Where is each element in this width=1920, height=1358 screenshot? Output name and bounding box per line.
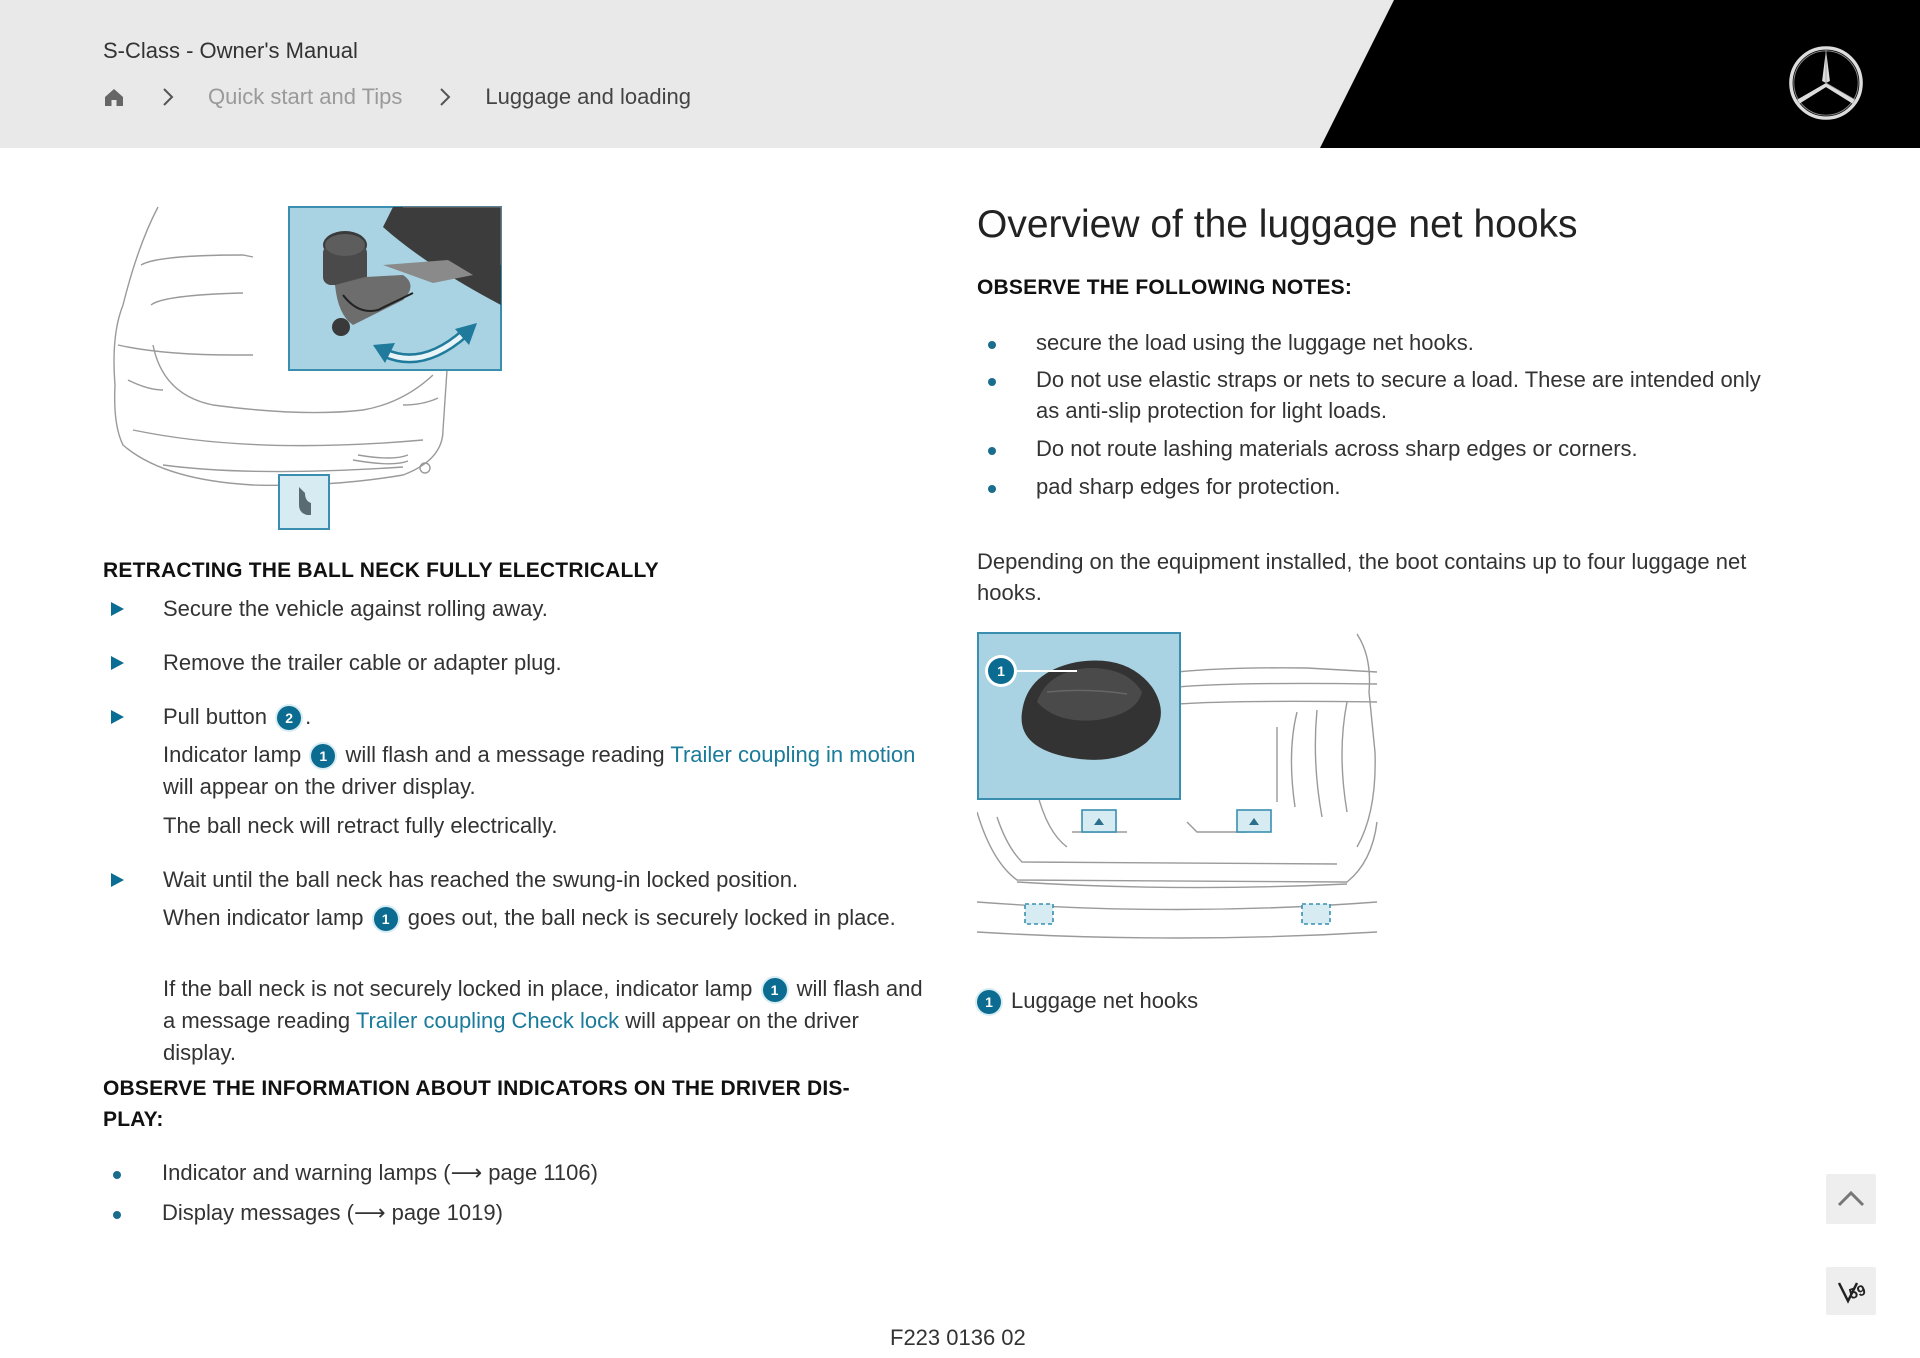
step-arrow-icon [111,873,124,887]
page-number: 59 [1846,1281,1869,1304]
mercedes-star-logo [1787,44,1865,122]
figure-legend [977,985,1198,1017]
illustration-callout-number: 1 [997,663,1005,679]
locked-paragraph: When indicator lamp 1 goes out, the ball neck is securely locked in place. [163,905,896,930]
legend-text: Luggage net hooks [1011,988,1199,1013]
breadcrumb [103,82,691,112]
step-arrow-icon [111,656,124,670]
towbar-illustration [103,205,503,535]
observe-indicators-heading: OBSERVE THE INFORMATION ABOUT INDICATORS ON THE DRIVER DIS-PLAY: [103,1077,850,1131]
step-arrow-icon [111,710,124,724]
home-icon[interactable] [103,86,125,108]
indicator-paragraph: Indicator lamp 1 will flash and a message reading Trailer coupling in motion will appear on the driver display. [163,742,916,799]
step-arrow-icon [111,602,124,616]
retract-paragraph: The ball neck will retract fully electrically. [163,813,558,838]
chevron-up-icon [1826,1174,1876,1224]
manual-title: S-Class - Owner's Manual [103,38,358,63]
section-title: Overview of the luggage net hooks [977,203,1578,246]
figure-id: F223 0136 02 [890,1325,1026,1350]
callout-number: 1 [311,744,335,768]
hooks-description: Depending on the equipment installed, the boot contains up to four luggage net hooks. [977,549,1747,605]
callout-number: 1 [374,907,398,931]
notes-heading: OBSERVE THE FOLLOWING NOTES: [977,276,1353,299]
callout-number: 2 [277,706,301,730]
chevron-right-icon [161,87,175,107]
bullet-icon [988,447,996,455]
bullet-icon [988,378,996,386]
bullet-icon [113,1171,121,1179]
luggage-hooks-illustration [977,632,1381,952]
retracting-heading: RETRACTING THE BALL NECK FULLY ELECTRICALLY [103,559,659,582]
display-message-link[interactable]: Trailer coupling Check lock [355,1008,620,1033]
breadcrumb-link-quick-start[interactable]: Quick start and Tips [208,84,403,109]
callout-number: 1 [977,990,1001,1014]
display-message-link[interactable]: Trailer coupling in motion [670,742,916,767]
callout-number: 1 [763,978,787,1002]
page-header [0,0,1920,148]
chevron-right-icon [438,87,452,107]
scroll-to-top-button[interactable] [1826,1174,1876,1224]
bullet-icon [988,485,996,493]
bullet-icon [988,341,996,349]
breadcrumb-current: Luggage and loading [485,84,691,109]
bullet-icon [113,1211,121,1219]
notlocked-paragraph: If the ball neck is not securely locked in place, indicator lamp 1 will flash and a message reading Trailer coupling Check lock will appear on the driver display. [163,976,923,1065]
page-number-badge[interactable] [1826,1267,1876,1315]
